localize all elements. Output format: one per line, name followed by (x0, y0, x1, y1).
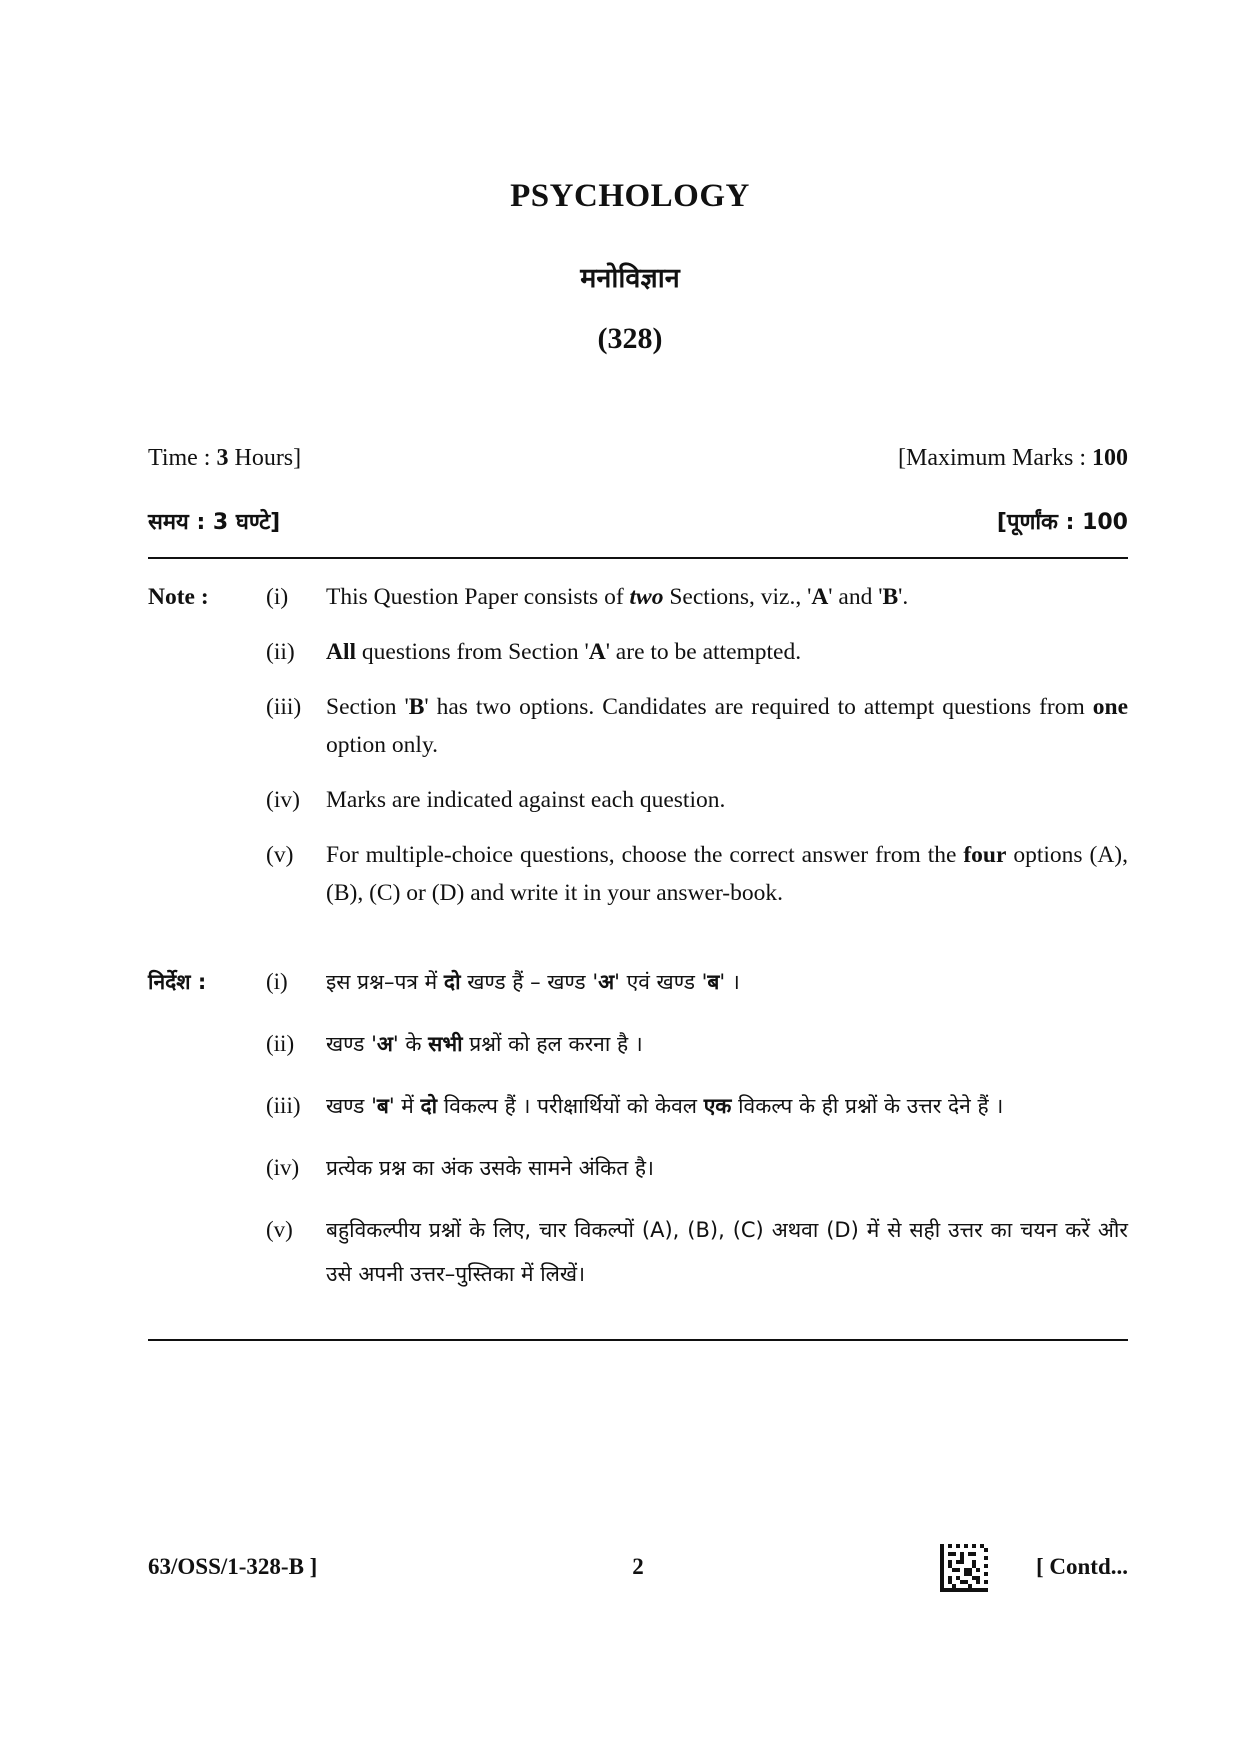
nirdesh-item (148, 960, 1128, 1004)
divider-bottom (148, 1339, 1128, 1341)
time-label-hindi: समय : (148, 510, 213, 535)
page-footer (148, 1544, 1128, 1592)
note-item (148, 633, 1128, 671)
time-value: 3 (216, 445, 229, 471)
note-item (148, 578, 1128, 616)
time-info-hindi (148, 506, 280, 536)
max-marks-value: 100 (1092, 445, 1128, 471)
nirdesh-item-number: (v) (266, 1217, 293, 1242)
paper-title: PSYCHOLOGY (510, 178, 750, 214)
paper-code: 63/OSS/1-328-B ] (148, 1554, 318, 1579)
note-item-number: (iv) (266, 787, 300, 813)
note-item-text: For multiple-choice questions, choose the correct answer from the four options (A), (B), (C) or (D) and write it in your answer-book. (326, 842, 1128, 906)
nirdesh-item-text: इस प्रश्न–पत्र में दो खण्ड हैं – खण्ड 'अ' एवं खण्ड 'ब' । (326, 970, 740, 994)
nirdesh-item-number: (iv) (266, 1155, 300, 1180)
note-item-text: Marks are indicated against each question. (326, 787, 726, 813)
time-value-hindi: 3 (212, 510, 229, 535)
paper-title-hindi: मनोविज्ञान (580, 263, 680, 294)
continued-label: [ Contd... (1035, 1554, 1128, 1579)
time-marks-row-hindi (148, 506, 1128, 536)
divider-top (148, 557, 1128, 559)
time-unit-hindi: घण्टे] (228, 510, 281, 535)
note-item-number: (ii) (266, 639, 295, 665)
nirdesh-item-number: (i) (266, 969, 288, 994)
nirdesh-item (148, 1084, 1128, 1128)
note-item (148, 836, 1128, 912)
subject-code: (328) (597, 322, 663, 355)
nirdesh-item-text: प्रत्येक प्रश्न का अंक उसके सामने अंकित है। (326, 1156, 654, 1180)
time-unit: Hours] (228, 445, 302, 471)
note-item-text: All questions from Section 'A' are to be attempted. (326, 639, 802, 665)
max-marks-label-hindi: [पूर्णांक : (996, 510, 1083, 535)
max-marks-info-hindi (997, 506, 1128, 536)
nirdesh-item-number: (iii) (266, 1093, 301, 1118)
page-number: 2 (632, 1554, 644, 1579)
note-item-text: This Question Paper consists of two Sections, viz., 'A' and 'B'. (326, 584, 909, 610)
note-section (148, 578, 1128, 929)
note-item-text: Section 'B' has two options. Candidates are required to attempt questions from one option only. (326, 694, 1128, 758)
nirdesh-item-text: खण्ड 'ब' में दो विकल्प हैं । परीक्षार्थियों को केवल एक विकल्प के ही प्रश्नों के उत्तर देने हैं । (326, 1094, 1004, 1118)
nirdesh-label: निर्देश : (148, 970, 207, 994)
time-marks-row (148, 445, 1128, 472)
nirdesh-item-text: बहुविकल्पीय प्रश्नों के लिए, चार विकल्पों (A), (B), (C) अथवा (D) में से सही उत्तर का चयन करें और उसे अपनी उत्तर–पुस्तिका में लिखें। (326, 1218, 1128, 1286)
note-item-number: (iii) (266, 694, 302, 720)
max-marks-label: [Maximum Marks : (898, 445, 1092, 471)
max-marks-info (898, 445, 1128, 472)
time-info (148, 445, 301, 472)
nirdesh-item (148, 1146, 1128, 1190)
nirdesh-item (148, 1022, 1128, 1066)
qr-code-icon (940, 1544, 988, 1592)
nirdesh-item-text: खण्ड 'अ' के सभी प्रश्नों को हल करना है । (326, 1032, 643, 1056)
note-item-number: (i) (266, 584, 289, 610)
time-label: Time : (148, 445, 217, 471)
note-label: Note : (148, 584, 209, 610)
nirdesh-item (148, 1208, 1128, 1296)
note-item (148, 688, 1128, 764)
nirdesh-section (148, 960, 1128, 1314)
note-item (148, 781, 1128, 819)
nirdesh-item-number: (ii) (266, 1031, 295, 1056)
max-marks-value-hindi: 100 (1082, 510, 1128, 535)
note-item-number: (v) (266, 842, 294, 868)
